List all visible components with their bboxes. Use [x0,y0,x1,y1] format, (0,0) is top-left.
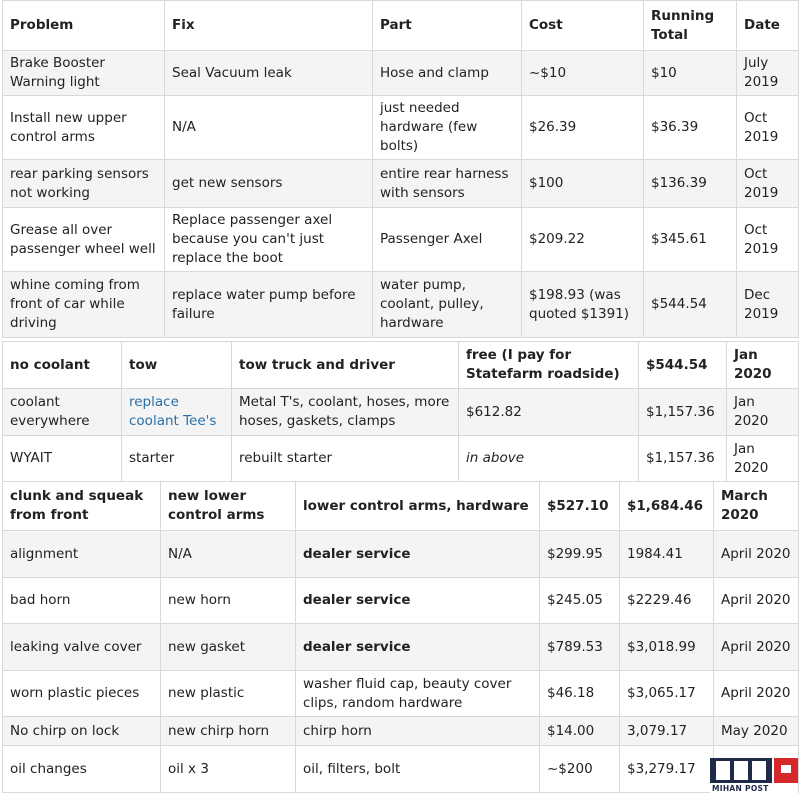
cell-date: Oct 2019 [737,208,799,272]
header-cost: Cost [522,1,644,51]
header-part: lower control arms, hardware [296,482,540,531]
cell-problem: whine coming from front of car while driving [3,272,165,338]
cell-date: Oct 2019 [737,160,799,208]
table-row [3,531,799,578]
header-date: Date [737,1,799,51]
header-fix: new lower control arms [161,482,296,531]
cell-fix: replace water pump before failure [165,272,373,338]
cell-running-total: $1,157.36 [639,389,727,436]
table-row [3,208,799,272]
cell-date: Jan 2020 [727,389,799,436]
cell-date: April 2020 [714,624,799,671]
watermark-logo [710,758,798,793]
cell-part: dealer service [296,531,540,578]
cell-running-total: $3,279.17 [620,746,714,793]
cell-problem: No chirp on lock [3,717,161,746]
cell-running-total: $136.39 [644,160,737,208]
cell-cost: $198.93 (was quoted $1391) [522,272,644,338]
cell-part: Metal T's, coolant, hoses, more hoses, gaskets, clamps [232,389,459,436]
cell-cost: $612.82 [459,389,639,436]
cell-part: Hose and clamp [373,51,522,96]
cell-cost: $14.00 [540,717,620,746]
table-row [3,160,799,208]
header-running-total: Running Total [644,1,737,51]
cell-problem: coolant everywhere [3,389,122,436]
header-problem: no coolant [3,342,122,389]
cell-problem: worn plastic pieces [3,671,161,717]
header-fix: tow [122,342,232,389]
header-problem: clunk and squeak from front [3,482,161,531]
cell-cost: $209.22 [522,208,644,272]
cell-date: April 2020 [714,671,799,717]
cell-problem: Install new upper control arms [3,96,165,160]
cell-running-total: 1984.41 [620,531,714,578]
cell-cost: $100 [522,160,644,208]
cell-part: oil, filters, bolt [296,746,540,793]
table-row [3,96,799,160]
cell-part: water pump, coolant, pulley, hardware [373,272,522,338]
table-row [3,51,799,96]
header-date: March 2020 [714,482,799,531]
cell-date: May 2020 [714,717,799,746]
cell-part: just needed hardware (few bolts) [373,96,522,160]
header-cost: free (I pay for Statefarm roadside) [459,342,639,389]
replace-coolant-tees-link[interactable]: replace coolant Tee's [122,389,232,436]
cell-part: Passenger Axel [373,208,522,272]
header-cost: $527.10 [540,482,620,531]
cell-cost: in above [459,436,639,482]
cell-fix: new plastic [161,671,296,717]
cell-date: July 2019 [737,51,799,96]
cell-problem: rear parking sensors not working [3,160,165,208]
cell-problem: leaking valve cover [3,624,161,671]
cell-date: Jan 2020 [727,436,799,482]
cell-problem: alignment [3,531,161,578]
cell-date: Dec 2019 [737,272,799,338]
cell-problem: WYAIT [3,436,122,482]
cell-running-total: 3,079.17 [620,717,714,746]
cell-cost: $26.39 [522,96,644,160]
header-date: Jan 2020 [727,342,799,389]
repair-table-3 [2,481,799,793]
cell-fix: starter [122,436,232,482]
cell-running-total: $3,018.99 [620,624,714,671]
cell-running-total: $2229.46 [620,578,714,624]
cell-fix: get new sensors [165,160,373,208]
table-header-row [3,1,799,51]
table-row [3,671,799,717]
cell-part: chirp horn [296,717,540,746]
cell-running-total: $544.54 [644,272,737,338]
table-row [3,436,799,482]
header-part: Part [373,1,522,51]
cell-part: dealer service [296,624,540,671]
header-running-total: $1,684.46 [620,482,714,531]
cell-cost: ~$200 [540,746,620,793]
header-running-total: $544.54 [639,342,727,389]
cell-fix: Seal Vacuum leak [165,51,373,96]
cell-cost: $789.53 [540,624,620,671]
header-part: tow truck and driver [232,342,459,389]
cell-cost: $245.05 [540,578,620,624]
cell-part: dealer service [296,578,540,624]
cell-part: entire rear harness with sensors [373,160,522,208]
table-header-row [3,482,799,531]
cell-running-total: $1,157.36 [639,436,727,482]
cell-running-total: $345.61 [644,208,737,272]
repair-table-1 [2,0,799,338]
cell-date: Oct 2019 [737,96,799,160]
cell-running-total: $3,065.17 [620,671,714,717]
repair-table-2 [2,341,799,482]
cell-fix: oil x 3 [161,746,296,793]
logo-text: MIHAN POST [712,784,769,793]
cell-fix: new horn [161,578,296,624]
cell-running-total: $36.39 [644,96,737,160]
table-row [3,389,799,436]
table-row [3,272,799,338]
cell-date: April 2020 [714,531,799,578]
table-row [3,717,799,746]
cell-part: washer fluid cap, beauty cover clips, random hardware [296,671,540,717]
table-row [3,746,799,793]
header-problem: Problem [3,1,165,51]
header-fix: Fix [165,1,373,51]
cell-problem: Grease all over passenger wheel well [3,208,165,272]
cell-cost: $299.95 [540,531,620,578]
cell-fix: Replace passenger axel because you can't just replace the boot [165,208,373,272]
cell-problem: oil changes [3,746,161,793]
cell-running-total: $10 [644,51,737,96]
cell-fix: N/A [161,531,296,578]
cell-problem: bad horn [3,578,161,624]
cell-cost: ~$10 [522,51,644,96]
table-header-row [3,342,799,389]
cell-fix: N/A [165,96,373,160]
cell-problem: Brake Booster Warning light [3,51,165,96]
cell-part: rebuilt starter [232,436,459,482]
logo-red-icon [774,758,798,783]
logo-mark [710,758,772,783]
cell-fix: new gasket [161,624,296,671]
cell-date: April 2020 [714,578,799,624]
table-row [3,578,799,624]
cell-cost: $46.18 [540,671,620,717]
cell-fix: new chirp horn [161,717,296,746]
table-row [3,624,799,671]
